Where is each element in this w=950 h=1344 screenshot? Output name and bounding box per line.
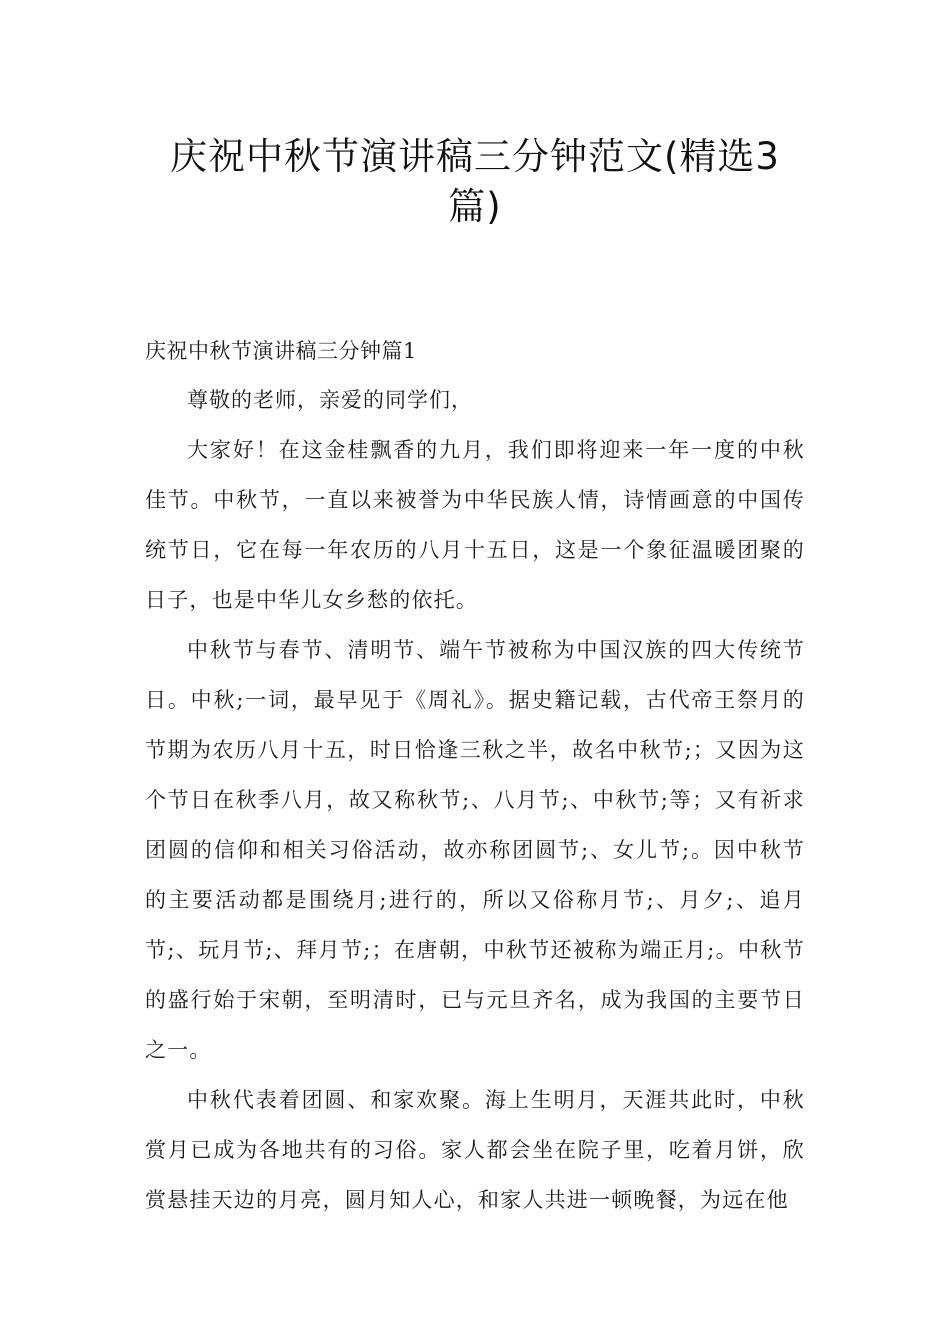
salutation-line: 尊敬的老师，亲爱的同学们， xyxy=(187,388,473,412)
paragraph-history: 中秋节与春节、清明节、端午节被称为中国汉族的四大传统节日。中秋;一词，最早见于《周礼》。据史籍记载，古代帝王祭月的节期为农历八月十五，时日恰逢三秋之半，故名中秋节;；又因为这个节日在秋季八月，故又称秋节;、八月节;、中秋节;等；又有祈求团圆的信仰和相关习俗活动，故亦称团圆节;、女儿节;。因中秋节的主要活动都是围绕月;进行的，所以又俗称月节;、月夕;、追月节;、玩月节;、拜月节;；在唐朝，中秋节还被称为端正月;。中秋节的盛行始于宋朝，至明清时，已与元旦齐名，成为我国的主要节日之一。 xyxy=(145,638,805,1062)
paragraph-reunion: 中秋代表着团圆、和家欢聚。海上生明月，天涯共此时，中秋赏月已成为各地共有的习俗。家人都会坐在院子里，吃着月饼，欣赏悬挂天边的月亮，圆月知人心，和家人共进一顿晚餐，为远在他 xyxy=(145,1088,805,1212)
document-title: 庆祝中秋节演讲稿三分钟范文(精选3篇) xyxy=(170,135,780,228)
document-body xyxy=(145,327,805,1225)
paragraph-greeting: 大家好！在这金桂飘香的九月，我们即将迎来一年一度的中秋佳节。中秋节，一直以来被誉为中华民族人情，诗情画意的中国传统节日，它在每一年农历的八月十五日，这是一个象征温暖团聚的日子，也是中华儿女乡愁的依托。 xyxy=(145,438,805,612)
section-heading: 庆祝中秋节演讲稿三分钟篇1 xyxy=(145,339,417,363)
